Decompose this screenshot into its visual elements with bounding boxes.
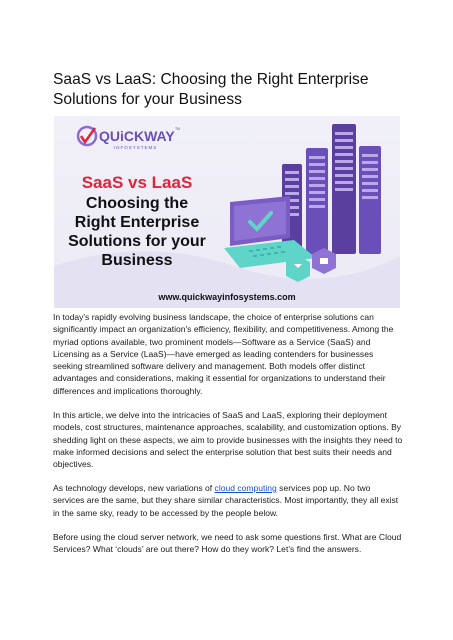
document-title: SaaS vs LaaS: Choosing the Right Enterprise Solutions for your Business xyxy=(53,71,369,108)
banner-image xyxy=(54,116,400,308)
banner-heading-line2: Choosing the xyxy=(85,195,189,212)
paragraph-article-overview: In this article, we delve into the intricacies of SaaS and LaaS, exploring their deployment models, cost structures, maintenance approaches, scalability, and customization options. By shedding light on these aspects, we aim to provide businesses with the insights they need to make informed decisions and select the enterprise solution that best suits their needs and objectives. xyxy=(53,410,403,470)
company-logo xyxy=(78,127,180,150)
banner-website-url: www.quickwayinfosystems.com xyxy=(158,292,296,302)
paragraph-text: As technology develops, new variations of xyxy=(53,483,215,493)
logo-wordmark: QUiCKWAY xyxy=(99,128,175,144)
paragraph-technology xyxy=(53,482,403,519)
paragraph-questions: Before using the cloud server network, we need to ask some questions first. What are Cloud Services? What ‘clouds’ are out there? How do they work? Let’s find the answers. xyxy=(53,532,402,555)
paragraph-intro: In today's rapidly evolving business landscape, the choice of enterprise solutions can significantly impact an organization's efficiency, flexibility, and competitiveness. Among the myriad options available, two prominent models—Software as a Service (SaaS) and Licensing as a Service (LaaS)—have emerged as leading contenders for businesses seeking streamlined software delivery and management. Both models offer distinct advantages and considerations, making it essential for organizations to understand their differences and implications thoroughly. xyxy=(53,312,394,396)
logo-subtitle: INFOSYSTEMS xyxy=(114,145,158,150)
server-rack-illustration xyxy=(282,124,381,258)
logo-trademark: TM xyxy=(175,127,181,131)
banner-heading-line5: Business xyxy=(101,252,173,269)
banner-heading-red: SaaS vs LaaS xyxy=(81,173,193,192)
laptop-check-illustration xyxy=(224,196,316,268)
paragraph-text: services pop up. No two services are the same, but they share similar characteristics. Most importantly, they all exist in the same sky, ready to be accessed by the people below. xyxy=(53,483,399,518)
banner-heading-line3: Right Enterprise xyxy=(74,214,200,231)
banner-heading-line4: Solutions for your xyxy=(68,233,206,250)
cloud-computing-link[interactable]: cloud computing xyxy=(214,483,277,493)
